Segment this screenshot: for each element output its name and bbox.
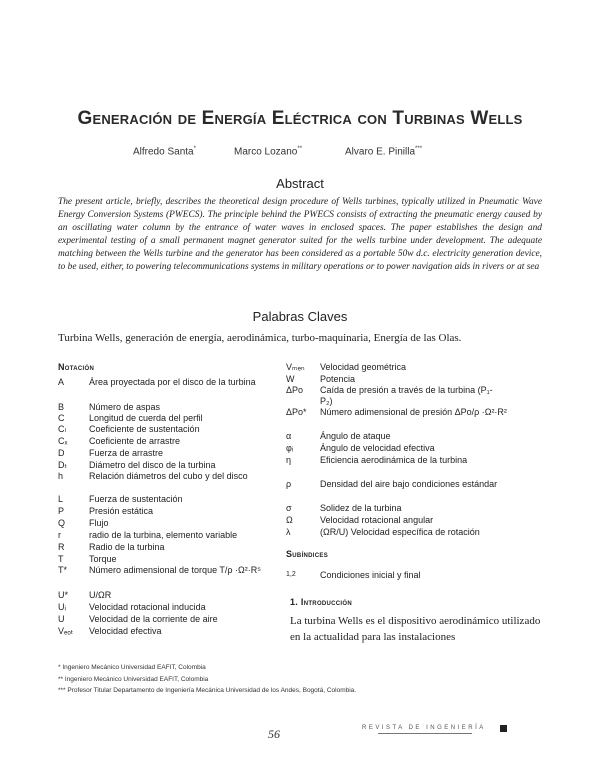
notation-definition: Número adimensional de presión ΔPo/ρ ·Ω²·R² <box>320 407 507 417</box>
notation-definition: Eficiencia aerodinámica de la turbina <box>320 455 468 465</box>
notation-definition: (ΩR/U) Velocidad específica de rotación <box>320 527 480 537</box>
notation-definition: Velocidad rotacional angular <box>320 515 434 525</box>
abstract-heading: Abstract <box>276 176 324 191</box>
notation-definition: Densidad del aire bajo condiciones estándar <box>320 479 498 489</box>
author: Alvaro E. Pinilla*** <box>345 146 423 158</box>
subindex-definition: Condiciones inicial y final <box>320 570 421 580</box>
notation-definition: Potencia <box>320 374 356 384</box>
notation-definition: Número de aspas <box>89 402 161 412</box>
author: Marco Lozano** <box>234 146 303 158</box>
notation-definition: Torque <box>89 554 117 564</box>
notation-definition: U/ΩR <box>89 590 112 600</box>
notation-definition: Solidez de la turbina <box>320 503 402 513</box>
notation-symbol: T <box>58 554 64 564</box>
notation-definition: Caída de presión a través de la turbina (P₁-P₂) <box>320 385 493 406</box>
notation-definition: Fuerza de sustentación <box>89 494 183 504</box>
notation-symbol: T* <box>58 565 67 575</box>
paper-title: Generación de Energía Eléctrica con Turbinas Wells <box>77 108 523 129</box>
journal-rule <box>378 733 472 734</box>
notation-symbol: Cₗ <box>58 424 66 434</box>
keywords-heading: Palabras Claves <box>252 309 348 324</box>
footnote: ** Ingeniero Mecánico Universidad EAFIT, Colombia <box>58 676 209 683</box>
notation-symbol: A <box>58 377 65 387</box>
notation-symbol: Dₜ <box>58 460 68 470</box>
notation-definition: Fuerza de arrastre <box>89 448 164 458</box>
notation-heading: Notación <box>58 362 95 372</box>
notation-symbol: α <box>286 431 292 441</box>
notation-symbol: R <box>58 542 65 552</box>
notation-definition: Presión estática <box>89 506 154 516</box>
notation-symbol: Vₘₑₙ <box>286 362 305 372</box>
notation-symbol: h <box>58 471 64 481</box>
notation-definition: Coeficiente de sustentación <box>89 424 200 434</box>
page-number: 56 <box>268 727 280 741</box>
notation-definition: Coeficiente de arrastre <box>89 436 181 446</box>
subindex-symbol: 1,2 <box>286 571 296 578</box>
footnote: * Ingeniero Mecánico Universidad EAFIT, Colombia <box>58 664 206 671</box>
notation-symbol: U* <box>58 590 69 600</box>
notation-definition: Área proyectada por el disco de la turbina <box>89 377 256 387</box>
notation-symbol: Cₓ <box>58 436 68 446</box>
notation-definition: Velocidad rotacional inducida <box>89 602 206 612</box>
introduction-heading: 1. Introducción <box>290 597 353 607</box>
footnote: *** Profesor Titular Departamento de Ingeniería Mecánica Universidad de los Andes, Bogotá, Colombia. <box>58 687 357 694</box>
notation-definition: Número adimensional de torque T/ρ ·Ω²·R⁵ <box>89 565 261 575</box>
notation-definition: Velocidad efectiva <box>89 626 162 636</box>
notation-definition: Velocidad de la corriente de aire <box>89 614 218 624</box>
abstract-text: The present article, briefly, describes the theoretical design procedure of Wells turbines, typically utilized in Pneumatic Wave Energy Conversion Systems (PWECS). The principle behind the PWECS consists of extracting the pneumatic energy caused by an oscillating water column by the entrance of water waves in enclosed spaces. The paper establishes the design and experimental testing of a small permanent magnet generator suited for the wells turbine under development. The adequate matching between the Wells turbine and the generator has been considered as a portable 50w d.c. electricity generation device, to be used, either, to powering telecommunications systems in military operations or to power navigation aids in rivers or at sea <box>58 197 542 272</box>
notation-symbol: L <box>58 494 64 504</box>
square-marker-icon <box>500 725 507 732</box>
notation-symbol: ΔPo* <box>286 407 307 417</box>
notation-symbol: ΔPo <box>286 385 304 395</box>
notation-symbol: P <box>58 506 65 516</box>
notation-symbol: D <box>58 448 65 458</box>
notation-symbol: σ <box>286 503 292 513</box>
notation-symbol: Q <box>58 518 66 528</box>
notation-definition: Flujo <box>89 518 109 528</box>
notation-definition: Ángulo de velocidad efectiva <box>320 443 435 453</box>
subindices-heading: Subíndices <box>286 549 329 559</box>
notation-definition: Ángulo de ataque <box>320 431 391 441</box>
notation-symbol: W <box>286 374 295 384</box>
notation-definition: Radio de la turbina <box>89 542 165 552</box>
notation-symbol: U <box>58 614 65 624</box>
notation-symbol: Ω <box>286 515 293 525</box>
notation-definition: Relación diámetros del cubo y del disco <box>89 471 248 481</box>
notation-symbol: η <box>286 455 292 465</box>
notation-symbol: B <box>58 402 65 412</box>
notation-symbol: Uᵢ <box>58 602 66 612</box>
keywords-text: Turbina Wells, generación de energía, aerodinámica, turbo-maquinaria, Energía de las Olas. <box>58 332 462 344</box>
notation-definition: radio de la turbina, elemento variable <box>89 530 238 540</box>
notation-symbol: C <box>58 413 65 423</box>
notation-definition: Velocidad geométrica <box>320 362 407 372</box>
notation-symbol: Vₑₒₜ <box>58 626 74 636</box>
introduction-text: La turbina Wells es el dispositivo aerodinámico utilizado en la actualidad para las instalaciones <box>290 615 541 643</box>
notation-symbol: r <box>58 530 61 540</box>
notation-definition: Longitud de cuerda del perfil <box>89 413 203 423</box>
notation-definition: Diámetro del disco de la turbina <box>89 460 216 470</box>
notation-symbol: φᵢ <box>286 443 294 453</box>
author: Alfredo Santa* <box>133 146 196 158</box>
notation-symbol: ρ <box>286 479 292 489</box>
journal-name: REVISTA DE INGENIERÍA <box>362 725 486 731</box>
notation-symbol: λ <box>286 527 291 537</box>
